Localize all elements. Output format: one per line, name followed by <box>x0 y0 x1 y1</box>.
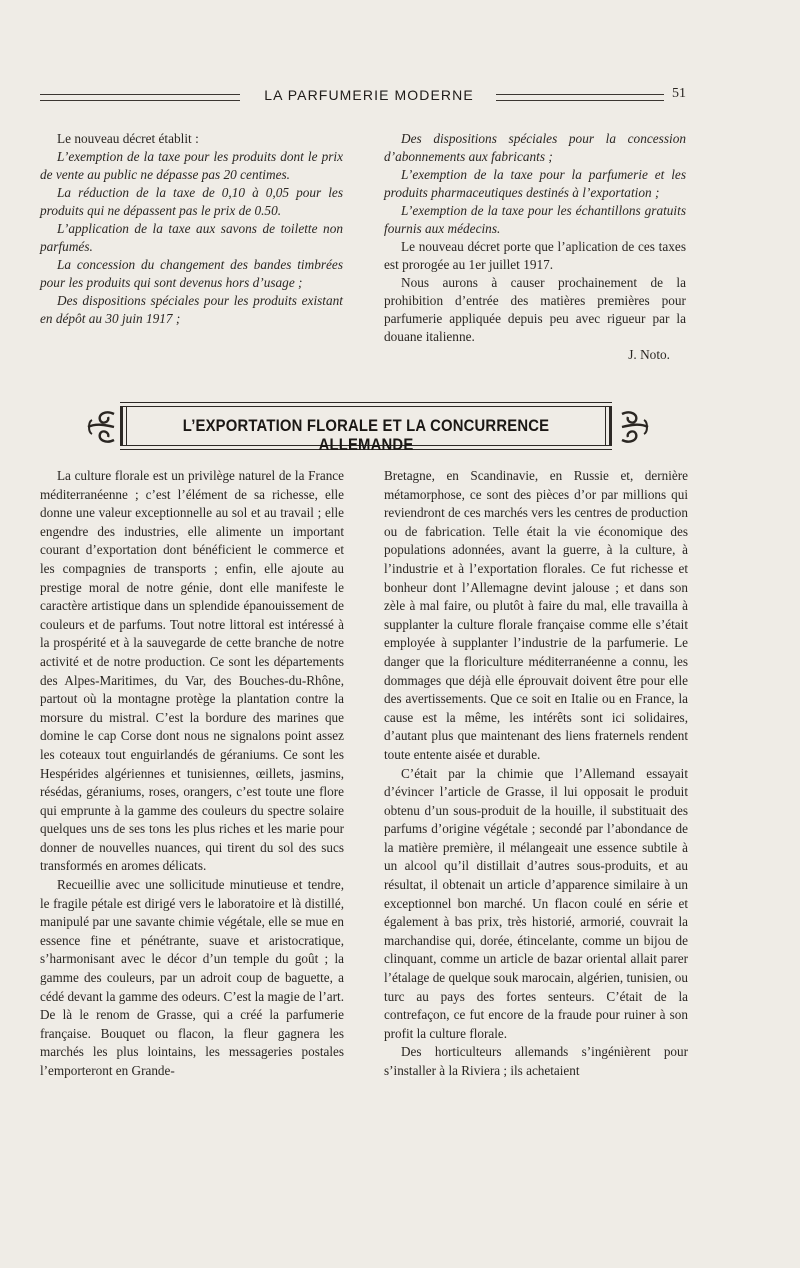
article-paragraph: C’était par la chimie que l’Allemand essayait d’évincer l’article de Grasse, il lui opposait le produit obtenu d’un sous-produit de la houille, il substituait des parfums d’origine végétale ; secondé par l’abondance de la matière première, il mélangeait une essence subtile à un alcool qu’il distillait d’autres sous-produits, et au résultat, il obtenait un article d’apparence similaire à un exceptionnel bon marché. Un flacon coulé en série et également à bas prix, très historié, armorié, couvrait la marchandise qui, dorée, étincelante, comme un bijou de clinquant, comme un article de bazar oriental allait parer l’étalage de quelque souk marocain, algérien, tunisien, ou turc au pays des fortes senteurs. C’était de la contrefaçon, ce fut encore de la fraude pour ruiner à son profit la culture florale. <box>384 765 688 1041</box>
decree-paragraph: Nous aurons à causer prochainement de la prohibition d’entrée des matières premières pour parfumerie appliquée depuis peu avec rigueur par la douane italienne. <box>384 275 686 344</box>
decree-paragraph: La concession du changement des bandes timbrées pour les produits qui sont devenus hors d’usage ; <box>40 257 343 290</box>
signature: J. Noto. <box>628 347 670 362</box>
decree-paragraph: L’application de la taxe aux savons de toilette non parfumés. <box>40 221 343 254</box>
header-rule-left <box>40 94 240 101</box>
decree-paragraph: L’exemption de la taxe pour les produits dont le prix de vente au public ne dépasse pas 20 centimes. <box>40 149 343 182</box>
running-header <box>40 86 686 106</box>
decree-paragraph: Le nouveau décret porte que l’aplication de ces taxes est prorogée au 1er juillet 1917. <box>384 239 686 272</box>
fleuron-right-icon <box>618 408 652 446</box>
title-frame <box>120 400 612 452</box>
decree-paragraph: La réduction de la taxe de 0,10 à 0,05 pour les produits qui ne dépassent pas le prix de 0.50. <box>40 185 343 218</box>
article-column-right <box>384 467 688 1081</box>
article-paragraph: La culture florale est un privilège naturel de la France méditerranéenne ; c’est l’élément de sa richesse, elle donne une valeur exceptionnelle au sol et au travail ; elle engendre des industries, elle alimente un important courant d’exportation dont bénéficient le commerce et les compagnies de transports ; enfin, elle ajoute au prestige moral de notre génie, dont elle manifeste le caractère artistique dans un splendide épanouissement de couleurs et de parfums. Tout notre littoral est intéressé à la prospérité et à la sauvegarde de cette branche de notre activité et de notre production. Ce sont les départements des Alpes-Maritimes, du Var, des Bouches-du-Rhône, partout où la montagne protège la plantation contre la morsure du mistral. C’est la bordure des marines que domine le cap Corse dont nous ne signalons point assez les coteaux tout enguirlandés de géraniums. Ce sont les Hespérides algériennes et tunisiennes, œillets, jasmins, résédas, géraniums, roses, orangers, c’est toute une flore qui emprunte à la gamme des couleurs du spectre solaire quelques uns de ses tons les plus riches et les marie pour donner de nouvelles nuances, qui tirent du sol des sucs transformés en aromes délicats. <box>40 468 344 874</box>
article-paragraph: Recueillie avec une sollicitude minutieuse et tendre, le fragile pétale est dirigé vers le laboratoire et là distillé, manipulé par une savante chimie végétale, elle se mue en essence fine et pénétrante, suave et aristocratique, s’harmonisant avec le décor d’un temple du goût ; la gamme des couleurs, par un adroit coup de baguette, a cédé devant la gamme des odeurs. C’est la magie de l’art. De là le renom de Grasse, qui a créé la parfumerie française. Bouquet ou flacon, la fleur gagnera les marchés les plus lointains, les messageries postales l’emporteront en Grande- <box>40 877 344 1078</box>
decree-paragraph: L’exemption de la taxe pour les échantillons gratuits fournis aux médecins. <box>384 203 686 236</box>
article-title-banner <box>84 400 652 456</box>
decree-paragraph: Le nouveau décret établit : <box>57 131 199 146</box>
decree-paragraph: Des dispositions spéciales pour la concession d’abonnements aux fabricants ; <box>384 131 686 164</box>
decree-column-right <box>384 130 686 364</box>
article-column-left <box>40 467 344 1081</box>
article-paragraph: Des horticulteurs allemands s’ingénièrent pour s’installer à la Riviera ; ils achetaient <box>384 1044 688 1078</box>
decree-paragraph: Des dispositions spéciales pour les produits existant en dépôt au 30 juin 1917 ; <box>40 293 343 326</box>
decree-paragraph: L’exemption de la taxe pour la parfumerie et les produits pharmaceutiques destinés à l’exportation ; <box>384 167 686 200</box>
fleuron-left-icon <box>84 408 118 446</box>
header-rule-right <box>496 94 664 101</box>
page-number: 51 <box>672 86 686 101</box>
article-paragraph: Bretagne, en Scandinavie, en Russie et, dernière métamorphose, ce sont des pièces d’or par millions qui reviendront de ces marchés vers les centres de production ou de fabrication. Telle était la vie économique des populations adonnées, avant la guerre, à la culture, à l’industrie et à l’exportation florales. Ce fut richesse et bonheur dont l’Allemagne devint jalouse ; et dans son zèle à mal faire, ou plutôt à faire du mal, elle travailla à supplanter la culture florale française comme elle s’était employée à supplanter l’industrie de la parfumerie. Le danger que la floriculture méditerranéenne a connu, les dommages que déjà elle éprouvait doivent être pour elle des avertissements. Que ce soit en Italie ou en France, la cause est la même, les intérêts sont ici solidaires, d’autant plus que maintenant des liens fraternels rendent toute entente aisée et durable. <box>384 468 688 762</box>
article-title: L’EXPORTATION FLORALE ET LA CONCURRENCE ALLEMANDE <box>182 417 550 454</box>
journal-title: LA PARFUMERIE MODERNE <box>264 87 474 103</box>
decree-column-left <box>40 130 343 328</box>
